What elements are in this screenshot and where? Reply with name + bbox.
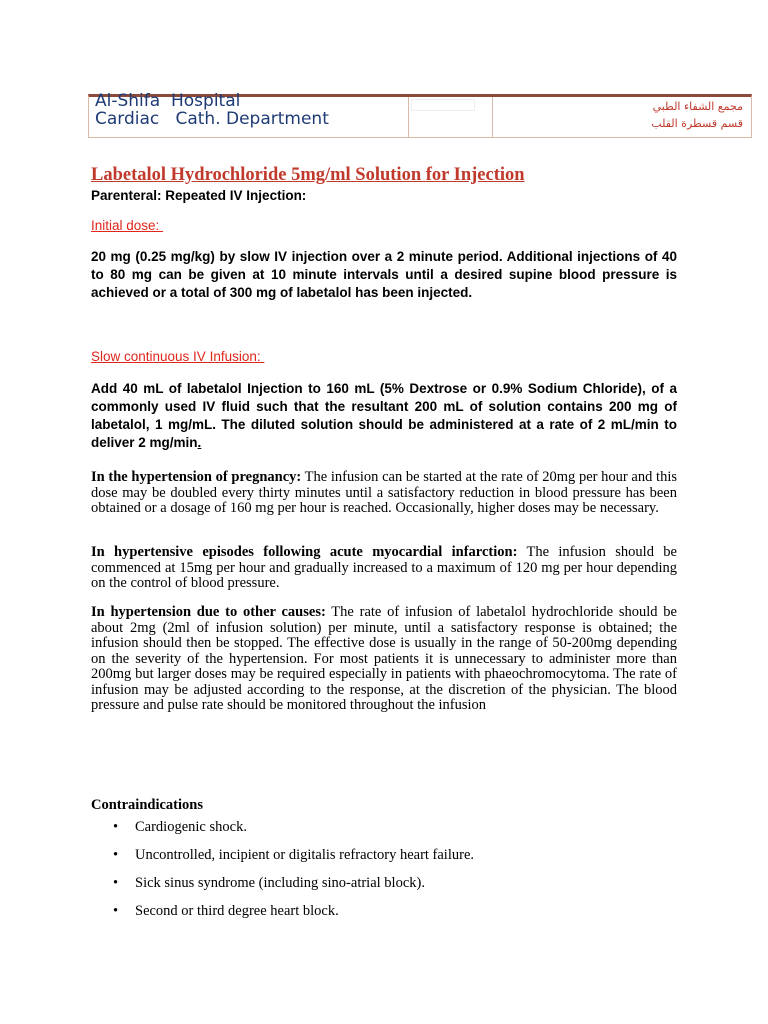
bullet-icon: • [113, 819, 119, 835]
department-name-ar: قسم قسطرة القلب [651, 117, 743, 130]
list-item [113, 846, 474, 874]
bullet-icon: • [113, 903, 119, 919]
initial-dose-heading: Initial dose: [91, 218, 164, 233]
other-causes-lead: In hypertension due to other causes: [91, 604, 326, 620]
department-name-en: Cardiac Cath. Department [95, 109, 329, 129]
contraindications-heading: Contraindications [91, 797, 203, 813]
other-causes-paragraph [91, 605, 677, 714]
logo-placeholder [411, 99, 475, 111]
infusion-body: Add 40 mL of labetalol Injection to 160 mL (5% Dextrose or 0.9% Sodium Chloride), of a commonly used IV fluid such that the resultant 200 mL of solution contains 200 mg of labetalol, 1 mg/mL. The diluted solution should be administered at a rate of 2 mL/min to deliver 2 mg/min [91, 381, 677, 450]
infusion-heading: Slow continuous IV Infusion: [91, 349, 265, 364]
letterhead-arabic [493, 97, 751, 138]
document-title: Labetalol Hydrochloride 5mg/ml Solution for Injection [91, 165, 525, 185]
list-item-text: Sick sinus syndrome (including sino-atrial block). [135, 875, 425, 891]
hospital-name-en: Al-Shifa Hospital [95, 91, 241, 111]
other-causes-text: The rate of infusion of labetalol hydrochloride should be about 2mg (2ml of infusion solution) per minute, until a satisfactory response is obtained; the infusion should then be stopped. The effective dose is usually in the range of 50-200mg depending on the severity of the hypertension. For most patients it is unnecessary to administer more than 200mg but larger doses may be required especially in patients with phaeochromocytoma. The rate of infusion may be adjusted according to the response, at the discretion of the physician. The blood pressure and pulse rate should be monitored throughout the infusion [91, 604, 677, 713]
hospital-name-ar: مجمع الشفاء الطبي [652, 100, 743, 113]
list-item [113, 902, 474, 930]
document-subtitle: Parenteral: Repeated IV Injection: [91, 188, 307, 203]
bullet-icon: • [113, 875, 119, 891]
mi-lead: In hypertensive episodes following acute myocardial infarction: [91, 544, 518, 560]
list-item-text: Uncontrolled, incipient or digitalis refractory heart failure. [135, 847, 475, 863]
list-item [113, 874, 474, 902]
infusion-end-mark: . [197, 435, 202, 450]
initial-dose-text: 20 mg (0.25 mg/kg) by slow IV injection over a 2 minute period. Additional injections of 40 to 80 mg can be given at 10 minute intervals until a desired supine blood pressure is achieved or a total of 300 mg of labetalol has been injected. [91, 249, 677, 300]
pregnancy-lead: In the hypertension of pregnancy: [91, 469, 302, 485]
list-item-text: Cardiogenic shock. [135, 819, 247, 835]
bullet-icon: • [113, 847, 119, 863]
letterhead-logo-area [409, 97, 493, 138]
list-item-text: Second or third degree heart block. [135, 903, 339, 919]
letterhead-english [89, 91, 409, 138]
pregnancy-text: The infusion can be started at the rate of 20mg per hour and this dose may be doubled every thirty minutes until a satisfactory reduction in blood pressure has been obtained or a dosage of 160 mg per hour is reached. Occasionally, higher doses may be necessary. [91, 469, 677, 516]
mi-text: The infusion should be commenced at 15mg per hour and gradually increased to a maximum of 120 mg per hour depending on the control of blood pressure. [91, 544, 677, 591]
pregnancy-paragraph [91, 470, 677, 517]
mi-paragraph [91, 545, 677, 592]
list-item [113, 818, 474, 846]
infusion-text [91, 380, 677, 452]
letterhead [88, 91, 752, 138]
contraindications-list [113, 818, 474, 930]
